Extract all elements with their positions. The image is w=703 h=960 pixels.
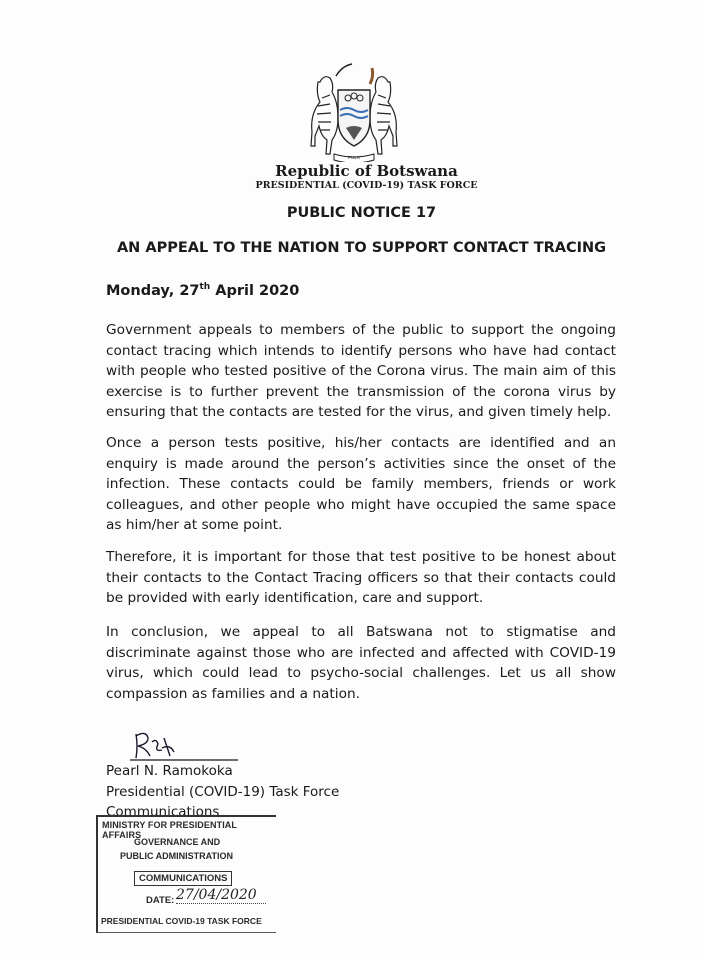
notice-number: PUBLIC NOTICE 17	[286, 205, 437, 221]
body-paragraph-1: Government appeals to members of the public to support the ongoing contact tracing which intends to identify persons who have had contact with people who tested positive of the Corona virus. The main aim of this exercise is to further prevent the transmission of the corona virus by ensuring that the contacts are tested for the virus, and given timely help.	[106, 322, 616, 420]
stamp-date-value: 27/04/2020	[176, 887, 266, 904]
header-title: Republic of Botswana	[275, 162, 458, 180]
stamp-communications: COMMUNICATIONS	[134, 871, 232, 886]
stamp-taskforce: PRESIDENTIAL COVID-19 TASK FORCE	[101, 916, 262, 926]
stamp-administration: PUBLIC ADMINISTRATION	[120, 851, 233, 861]
date-rest: April 2020	[210, 283, 300, 299]
signatory-role: Presidential (COVID-19) Task Force	[106, 784, 340, 800]
body-paragraph-2: Once a person tests positive, his/her contacts are identified and an enquiry is made around the person’s activities since the onset of the infection. These contacts could be family members, friends or work colleagues, and other people who might have occupied the same space as him/her at some point.	[106, 435, 616, 533]
stamp-ministry: MINISTRY FOR PRESIDENTIAL AFFAIRS	[102, 820, 237, 840]
signatory-name: Pearl N. Ramokoka	[106, 763, 233, 779]
stamp-date-label: DATE:	[146, 895, 175, 906]
signatory-unit: Communications	[106, 804, 220, 820]
body-paragraph-3: Therefore, it is important for those that test positive to be honest about their contacts to the Contact Tracing officers so that their contacts could be provided with early identification, care and support.	[106, 549, 616, 606]
date-day: Monday, 27	[106, 283, 200, 299]
header-subtitle: PRESIDENTIAL (COVID-19) TASK FORCE	[255, 180, 478, 191]
official-stamp	[96, 815, 276, 933]
stamp-governance: GOVERNANCE AND	[134, 837, 221, 847]
notice-subject: AN APPEAL TO THE NATION TO SUPPORT CONTACT TRACING	[116, 240, 607, 256]
svg-text:PULA: PULA	[348, 155, 360, 160]
notice-date	[106, 282, 299, 299]
date-suffix: th	[199, 282, 211, 292]
coat-of-arms-icon	[302, 62, 406, 162]
body-paragraph-4: In conclusion, we appeal to all Batswana not to stigmatise and discriminate against those who are infected and affected with COVID-19 virus, which could lead to psycho-social challenges. Let us all show compassion as families and a nation.	[106, 624, 616, 702]
